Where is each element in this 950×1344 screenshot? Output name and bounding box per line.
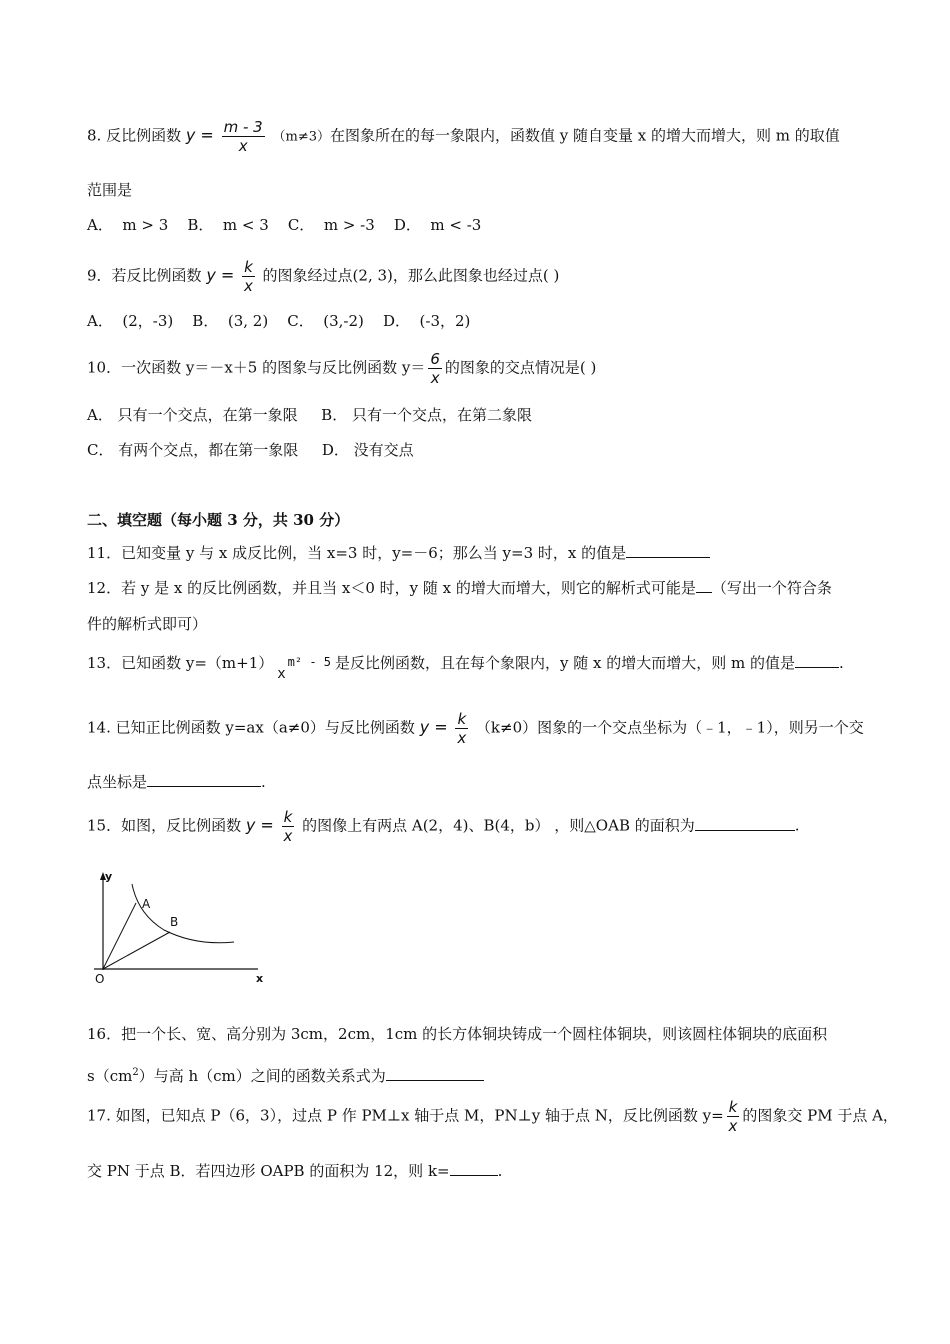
q12-answer-blank[interactable] <box>696 578 712 593</box>
q8-fraction <box>222 118 265 155</box>
hyperbola-curve <box>132 884 234 943</box>
q9-fraction <box>242 258 255 295</box>
q13-suffix: 是反比例函数，且在每个象限内，y 随 x 的增大而增大，则 m 的值是 <box>335 654 796 672</box>
q12-text: 12．若 y 是 x 的反比例函数，并且当 x＜0 时，y 随 x 的增大而增大，则它的解析式可能是 <box>87 579 696 597</box>
q11-text: 11．已知变量 y 与 x 成反比例，当 x=3 时，y=－6；那么当 y=3 时，x 的值是 <box>87 544 627 562</box>
q9-numerator: k <box>244 258 253 276</box>
label-y: y <box>105 870 113 883</box>
q15-figure <box>86 868 276 988</box>
label-o: O <box>95 972 105 986</box>
q8-denominator: x <box>238 137 248 155</box>
q10-prefix: 10．一次函数 y＝－x＋5 的图象与反比例函数 y＝ <box>87 358 426 377</box>
q13-end: . <box>839 654 844 672</box>
q17-line2-text: 交 PN 于点 B．若四边形 OAPB 的面积为 12，则 k= <box>87 1162 450 1180</box>
q16-line2-end: ）与高 h（cm）之间的函数关系式为 <box>138 1067 386 1085</box>
q8-suffix: 在图象所在的每一象限内，函数值 y 随自变量 x 的增大而增大，则 m 的取值 <box>330 126 840 145</box>
q12-tail: （写出一个符合条 <box>711 579 832 597</box>
q8-prefix: 8. 反比例函数 <box>87 126 182 145</box>
q17-prefix: 17. 如图，已知点 P（6，3），过点 P 作 PM⊥x 轴于点 M，PN⊥y 轴于点 N，反比例函数 y= <box>87 1106 724 1125</box>
q10-option-b: B． 只有一个交点，在第二象限 <box>321 406 532 424</box>
q8-lhs: y = <box>185 125 214 145</box>
q9-options <box>87 311 470 331</box>
q14-line2 <box>87 772 266 792</box>
q9-suffix: 的图象经过点(2, 3)，那么此图象也经过点( ) <box>262 266 560 285</box>
q16-answer-blank[interactable] <box>386 1066 484 1081</box>
q8-options <box>87 215 481 235</box>
label-a: A <box>142 897 151 911</box>
q9-options-text: A． (2，-3) B． (3, 2) C． (3,-2) D． (-3，2) <box>87 312 471 330</box>
q13-base: x <box>277 666 286 682</box>
q16-text: 16．把一个长、宽、高分别为 3cm，2cm，1cm 的长方体铜块铸成一个圆柱体铜块，则该圆柱体铜块的底面积 <box>87 1025 828 1043</box>
label-b: B <box>170 915 179 929</box>
q12-line2 <box>87 614 207 634</box>
q8-line2 <box>87 180 132 200</box>
q16-line1 <box>87 1024 827 1044</box>
q8-options-text: A． m > 3 B． m < 3 C． m > -3 D． m < -3 <box>87 216 482 234</box>
q15-end: . <box>794 816 800 835</box>
section-2-heading <box>87 510 349 530</box>
q16-line2 <box>87 1063 484 1086</box>
q15-suffix: 的图像上有两点 A(2，4)、B(4，b） ，则△OAB 的面积为 <box>302 816 695 835</box>
q10-option-a: A． 只有一个交点，在第一象限 <box>87 406 298 424</box>
q9-denominator: x <box>243 277 253 295</box>
q10-option-c: C． 有两个交点，都在第一象限 <box>87 441 299 459</box>
q14-numerator: k <box>457 710 467 728</box>
q17-denominator: x <box>728 1117 738 1135</box>
q14-lhs: y = <box>419 717 448 737</box>
q15-answer-blank[interactable] <box>695 816 795 831</box>
segment-oa <box>103 903 136 969</box>
q17-fraction <box>727 1098 740 1135</box>
q8-line1 <box>87 118 840 155</box>
q10-suffix: 的图象的交点情况是( ) <box>444 358 597 377</box>
q14-suffix: （k≠0）图象的一个交点坐标为（﹣1，﹣1），则另一个交 <box>475 718 864 737</box>
q13-prefix: 13．已知函数 y=（m+1） <box>87 654 274 672</box>
q14-denominator: x <box>457 729 467 747</box>
q12-line1 <box>87 578 832 598</box>
q14-answer-blank[interactable] <box>147 772 261 787</box>
q10-option-d: D． 没有交点 <box>321 441 414 459</box>
q17-numerator: k <box>728 1098 738 1116</box>
q15-prefix: 15．如图，反比例函数 <box>87 816 242 835</box>
q8-numerator: m - 3 <box>223 118 263 136</box>
q17-answer-blank[interactable] <box>450 1161 498 1176</box>
q11-answer-blank[interactable] <box>626 543 710 558</box>
q15-numerator: k <box>283 808 293 826</box>
section-2-title: 二、填空题（每小题 3 分，共 30 分） <box>87 511 350 529</box>
q15-fraction <box>282 808 295 845</box>
q15-line <box>87 808 800 845</box>
q16-line2-start: s（cm <box>87 1067 133 1085</box>
q9-prefix: 9．若反比例函数 <box>87 266 202 285</box>
q11-line <box>87 543 710 563</box>
q10-denominator: x <box>430 369 440 387</box>
q13-exponent: m² - 5 <box>287 655 332 669</box>
q16-superscript: 2 <box>132 1067 139 1078</box>
q17-line1 <box>87 1098 898 1135</box>
q12-line2-text: 件的解析式即可） <box>87 615 208 633</box>
q15-denominator: x <box>283 827 293 845</box>
q8-line2-text: 范围是 <box>87 181 133 199</box>
q14-prefix: 14. 已知正比例函数 y=ax（a≠0）与反比例函数 <box>87 718 415 737</box>
q10-options-ab <box>87 405 532 425</box>
q13-answer-blank[interactable] <box>795 653 839 668</box>
q13-power <box>277 654 332 682</box>
q17-suffix: 的图象交 PM 于点 A， <box>742 1106 898 1125</box>
q10-line1 <box>87 350 596 387</box>
q9-lhs: y = <box>206 265 235 285</box>
segment-ob <box>103 932 170 969</box>
q17-end: . <box>497 1162 503 1180</box>
q8-condition: （m≠3） <box>272 129 331 145</box>
q14-line1 <box>87 710 864 747</box>
q10-fraction <box>428 350 442 387</box>
q14-line2-text: 点坐标是 <box>87 773 148 791</box>
q10-numerator: 6 <box>430 350 440 368</box>
q10-options-cd <box>87 440 414 460</box>
label-x: x <box>256 972 264 985</box>
q17-line2 <box>87 1161 502 1181</box>
q13-line <box>87 653 844 682</box>
q14-fraction <box>455 710 468 747</box>
q14-end: . <box>261 773 266 791</box>
q9-line1 <box>87 258 559 295</box>
q15-lhs: y = <box>245 815 274 835</box>
